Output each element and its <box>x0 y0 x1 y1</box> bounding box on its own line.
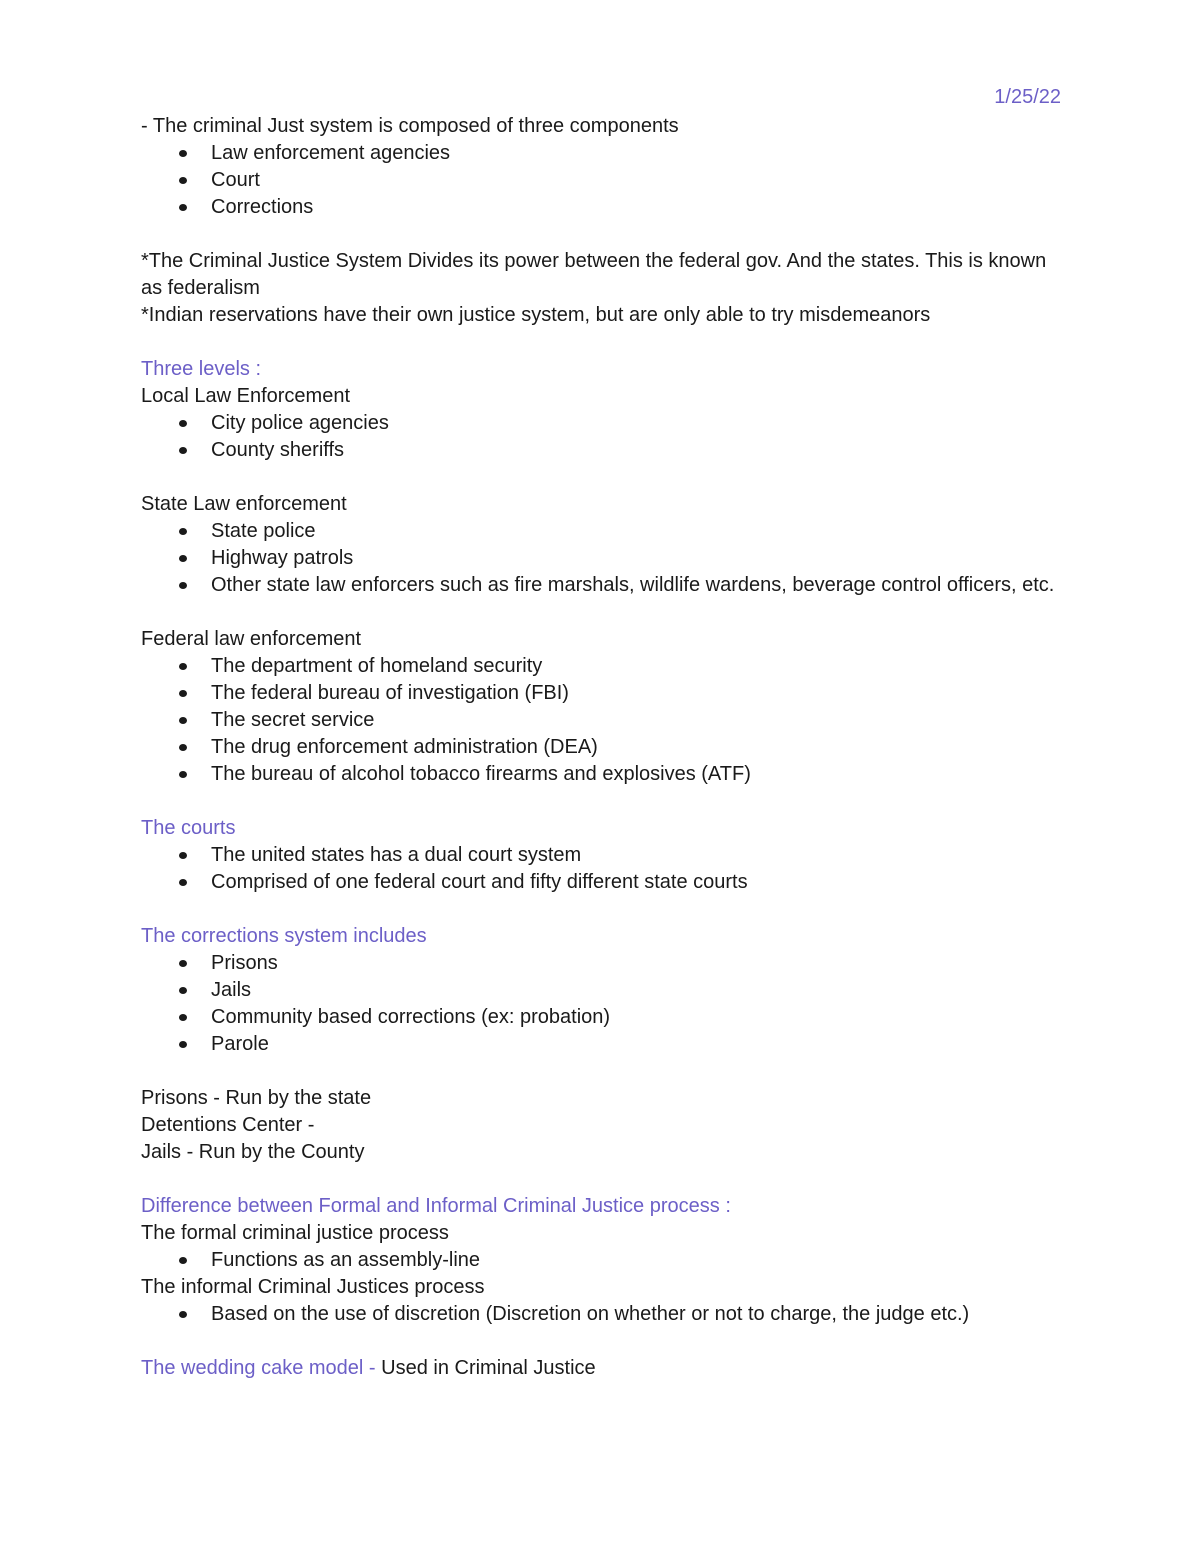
bullet-icon <box>179 528 187 535</box>
list-item-text: City police agencies <box>211 412 389 434</box>
list-item <box>141 518 1061 545</box>
list-item-text: The united states has a dual court system <box>211 844 582 866</box>
corrections-heading: The corrections system includes <box>141 925 427 947</box>
list-item <box>141 734 1061 761</box>
federal-heading: Federal law enforcement <box>141 628 362 650</box>
bullet-icon <box>179 204 187 211</box>
list-item <box>141 1004 1061 1031</box>
note-date: 1/25/22 <box>994 86 1061 108</box>
list-item-text: Based on the use of discretion (Discretion on whether or not to charge, the judge etc.) <box>211 1303 970 1325</box>
bullet-icon <box>179 987 187 994</box>
courts-list <box>141 842 1061 896</box>
informal-heading: The informal Criminal Justices process <box>141 1276 485 1298</box>
process-heading: Difference between Formal and Informal Criminal Justice process : <box>141 1195 731 1217</box>
bullet-icon <box>179 717 187 724</box>
list-item <box>141 194 1061 221</box>
list-item <box>141 410 1061 437</box>
list-item <box>141 680 1061 707</box>
bullet-icon <box>179 744 187 751</box>
list-item <box>141 707 1061 734</box>
formal-list <box>141 1247 1061 1274</box>
bullet-icon <box>179 555 187 562</box>
list-item <box>141 1031 1061 1058</box>
list-item-text: Highway patrols <box>211 547 354 569</box>
list-item-text: Parole <box>211 1033 269 1055</box>
federalism-note: *The Criminal Justice System Divides its power between the federal gov. And the states. This is known as federalism <box>141 250 1047 299</box>
list-item-text: Other state law enforcers such as fire marshals, wildlife wardens, beverage control officers, etc. <box>211 574 1055 596</box>
bullet-icon <box>179 879 187 886</box>
wedding-cake-line <box>141 1355 1061 1382</box>
list-item <box>141 653 1061 680</box>
bullet-icon <box>179 663 187 670</box>
bullet-icon <box>179 771 187 778</box>
list-item-text: Jails <box>211 979 252 1001</box>
list-item <box>141 869 1061 896</box>
bullet-icon <box>179 582 187 589</box>
list-item <box>141 761 1061 788</box>
informal-list <box>141 1301 1061 1328</box>
list-item-text: Prisons <box>211 952 278 974</box>
bullet-icon <box>179 852 187 859</box>
levels-heading: Three levels : <box>141 358 262 380</box>
list-item-text: County sheriffs <box>211 439 345 461</box>
list-item <box>141 437 1061 464</box>
list-item-text: The secret service <box>211 709 375 731</box>
facility-prisons: Prisons - Run by the state <box>141 1087 372 1109</box>
facility-jails: Jails - Run by the County <box>141 1141 365 1163</box>
courts-heading: The courts <box>141 817 236 839</box>
wedding-cake-label: The wedding cake model - <box>141 1357 376 1379</box>
bullet-icon <box>179 447 187 454</box>
state-list <box>141 518 1061 599</box>
list-item <box>141 167 1061 194</box>
note-content <box>141 113 1061 1382</box>
list-item-text: Comprised of one federal court and fifty different state courts <box>211 871 748 893</box>
state-heading: State Law enforcement <box>141 493 347 515</box>
list-item <box>141 572 1061 599</box>
list-item-text: Court <box>211 169 260 191</box>
list-item <box>141 950 1061 977</box>
local-list <box>141 410 1061 464</box>
list-item-text: The bureau of alcohol tobacco firearms and explosives (ATF) <box>211 763 751 785</box>
bullet-icon <box>179 420 187 427</box>
list-item-text: The drug enforcement administration (DEA) <box>211 736 598 758</box>
list-item-text: Community based corrections (ex: probation) <box>211 1006 611 1028</box>
reservations-note: *Indian reservations have their own justice system, but are only able to try misdemeanors <box>141 304 931 326</box>
wedding-cake-text: Used in Criminal Justice <box>375 1357 596 1379</box>
list-item <box>141 1301 1061 1328</box>
formal-heading: The formal criminal justice process <box>141 1222 449 1244</box>
bullet-icon <box>179 1257 187 1264</box>
bullet-icon <box>179 1311 187 1318</box>
bullet-icon <box>179 177 187 184</box>
components-list <box>141 140 1061 221</box>
federal-list <box>141 653 1061 788</box>
list-item-text: The department of homeland security <box>211 655 543 677</box>
bullet-icon <box>179 1041 187 1048</box>
list-item <box>141 977 1061 1004</box>
list-item <box>141 140 1061 167</box>
list-item <box>141 1247 1061 1274</box>
list-item-text: Corrections <box>211 196 314 218</box>
list-item-text: Law enforcement agencies <box>211 142 451 164</box>
list-item-text: Functions as an assembly-line <box>211 1249 481 1271</box>
local-heading: Local Law Enforcement <box>141 385 351 407</box>
bullet-icon <box>179 1014 187 1021</box>
bullet-icon <box>179 690 187 697</box>
list-item-text: State police <box>211 520 316 542</box>
bullet-icon <box>179 150 187 157</box>
corrections-list <box>141 950 1061 1058</box>
list-item <box>141 545 1061 572</box>
list-item <box>141 842 1061 869</box>
bullet-icon <box>179 960 187 967</box>
intro-line: - The criminal Just system is composed of three components <box>141 115 679 137</box>
facility-detention: Detentions Center - <box>141 1114 315 1136</box>
list-item-text: The federal bureau of investigation (FBI) <box>211 682 569 704</box>
